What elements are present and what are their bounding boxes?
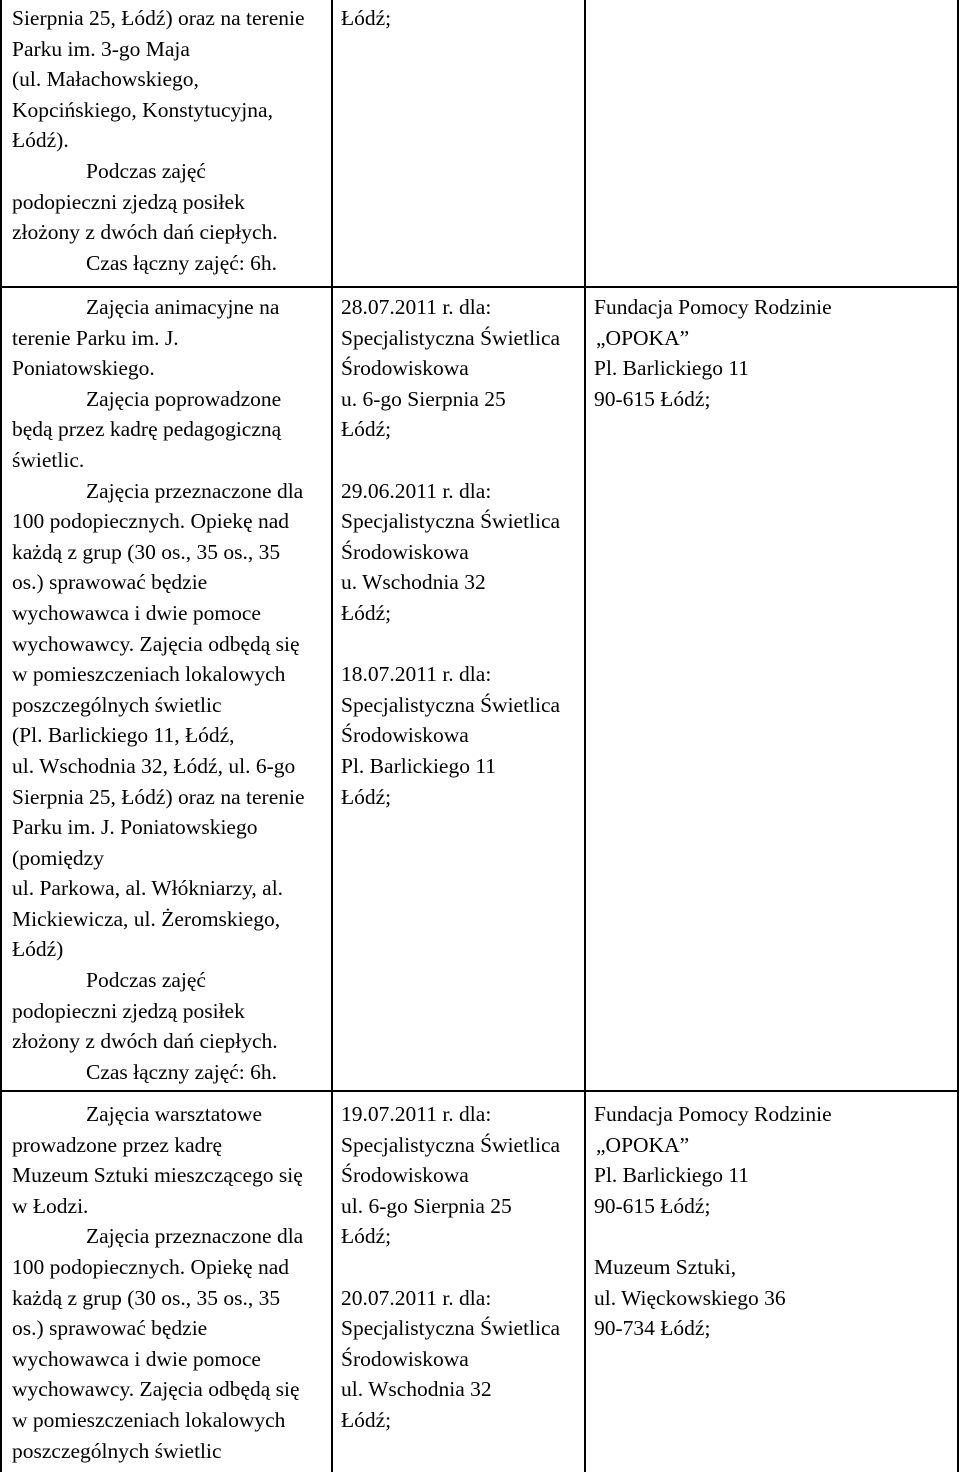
text-line: Zajęcia warsztatowe: [86, 1102, 263, 1126]
text-line: Pl. Barlickiego 11: [594, 1163, 750, 1188]
row2-description: [12, 292, 332, 1087]
text-line: Podczas zajęć: [86, 158, 206, 183]
text-line: poszczególnych świetlic: [12, 1438, 222, 1463]
text-line: wychowawca i dwie pomoce: [12, 600, 261, 625]
text-line: Specjalistyczna Świetlica: [341, 325, 561, 350]
text-line: Zajęcia przeznaczone dla: [86, 1224, 304, 1249]
text-line: Mickiewicza, ul. Żeromskiego,: [12, 906, 281, 931]
row2-dates: [341, 292, 586, 812]
text-line: Parku im. 3-go Maja: [12, 36, 190, 61]
text-line: Środowiskowa: [341, 1346, 469, 1371]
text-line: Zajęcia animacyjne na: [86, 295, 280, 319]
text-line: w pomieszczeniach lokalowych: [12, 662, 286, 687]
spacer: [341, 629, 586, 660]
spacer: [341, 445, 586, 476]
text-line: złożony z dwóch dań ciepłych.: [12, 1029, 278, 1054]
spacer: [341, 1252, 586, 1283]
text-line: Fundacja Pomocy Rodzinie: [594, 295, 832, 319]
text-line: 29.06.2011 r. dla:: [341, 478, 492, 503]
text-line: podopieczni zjedzą posiłek: [12, 189, 245, 214]
text-line: 18.07.2011 r. dla:: [341, 662, 492, 687]
text-line: w Łodzi.: [12, 1193, 89, 1218]
text-line: Czas łączny zajęć: 6h.: [86, 1059, 278, 1084]
text-line: terenie Parku im. J.: [12, 325, 179, 350]
text-line: każdą z grup (30 os., 35 os., 35: [12, 539, 281, 564]
text-line: (ul. Małachowskiego,: [12, 67, 199, 92]
text-line: Parku im. J. Poniatowskiego: [12, 815, 258, 840]
text-line: podopieczni zjedzą posiłek: [12, 998, 245, 1023]
text-line: 20.07.2011 r. dla:: [341, 1285, 492, 1310]
text-line: ul. Wschodnia 32: [341, 1377, 492, 1402]
text-line: Łódź;: [341, 1224, 392, 1249]
text-line: wychowawcy. Zajęcia odbędą się: [12, 631, 300, 656]
text-line: Zajęcia przeznaczone dla: [86, 478, 304, 503]
text-line: prowadzone przez kadrę: [12, 1132, 223, 1157]
text-line: 19.07.2011 r. dla:: [341, 1102, 492, 1126]
text-line: Sierpnia 25, Łódź) oraz na terenie: [12, 6, 305, 30]
row1-dates: [341, 3, 586, 34]
text-line: Podczas zajęć: [86, 968, 206, 993]
text-line: ul. Więckowskiego 36: [594, 1285, 786, 1310]
text-line: (pomiędzy: [12, 845, 104, 870]
text-line: Pl. Barlickiego 11: [341, 753, 497, 778]
text-line: Łódź;: [341, 1407, 392, 1432]
text-line: poszczególnych świetlic: [12, 692, 222, 717]
text-line: w pomieszczeniach lokalowych: [12, 1407, 286, 1432]
text-line: Muzeum Sztuki,: [594, 1254, 737, 1279]
text-line: Łódź;: [341, 417, 392, 442]
text-line: Specjalistyczna Świetlica: [341, 692, 561, 717]
text-line: Łódź;: [341, 784, 392, 809]
text-line: Łódź;: [341, 6, 392, 30]
table-border-right: [957, 0, 959, 1472]
text-line: Łódź).: [12, 128, 69, 153]
text-line: świetlic.: [12, 447, 85, 472]
text-line: ul. 6-go Sierpnia 25: [341, 1193, 512, 1218]
text-line: Środowiskowa: [341, 1163, 469, 1188]
row3-organizer: [594, 1099, 954, 1344]
text-line: 90-615 Łódź;: [594, 1193, 711, 1218]
text-line: każdą z grup (30 os., 35 os., 35: [12, 1285, 281, 1310]
text-line: Łódź): [12, 937, 64, 962]
spacer: [594, 1221, 954, 1252]
text-line: 100 podopiecznych. Opiekę nad: [12, 509, 290, 534]
text-line: wychowawcy. Zajęcia odbędą się: [12, 1377, 300, 1402]
text-line: Specjalistyczna Świetlica: [341, 509, 561, 534]
row2-organizer: [594, 292, 954, 414]
row-separator-1: [0, 286, 959, 288]
text-line: wychowawca i dwie pomoce: [12, 1346, 261, 1371]
text-line: Sierpnia 25, Łódź) oraz na terenie: [12, 784, 305, 809]
text-line: os.) sprawować będzie: [12, 1316, 208, 1341]
text-line: Zajęcia poprowadzone: [86, 386, 282, 411]
text-line: „OPOKA”: [596, 1132, 690, 1157]
text-line: Środowiskowa: [341, 356, 469, 381]
text-line: os.) sprawować będzie: [12, 570, 208, 595]
text-line: będą przez kadrę pedagogiczną: [12, 417, 282, 442]
text-line: u. 6-go Sierpnia 25: [341, 386, 506, 411]
row1-description: [12, 3, 332, 278]
text-line: 28.07.2011 r. dla:: [341, 295, 492, 319]
text-line: Łódź;: [341, 600, 392, 625]
row-separator-2: [0, 1090, 959, 1092]
text-line: Środowiskowa: [341, 723, 469, 748]
text-line: u. Wschodnia 32: [341, 570, 486, 595]
table-border-left: [0, 0, 2, 1472]
text-line: Kopcińskiego, Konstytucyjna,: [12, 97, 273, 122]
text-line: „OPOKA”: [596, 325, 690, 350]
text-line: ul. Wschodnia 32, Łódź, ul. 6-go: [12, 753, 296, 778]
text-line: Specjalistyczna Świetlica: [341, 1132, 561, 1157]
text-line: Czas łączny zajęć: 6h.: [86, 250, 278, 275]
text-line: 90-734 Łódź;: [594, 1316, 711, 1341]
text-line: złożony z dwóch dań ciepłych.: [12, 220, 278, 245]
text-line: 100 podopiecznych. Opiekę nad: [12, 1254, 290, 1279]
text-line: 90-615 Łódź;: [594, 386, 711, 411]
text-line: Pl. Barlickiego 11: [594, 356, 750, 381]
text-line: Fundacja Pomocy Rodzinie: [594, 1102, 832, 1126]
row3-description: [12, 1099, 332, 1466]
text-line: ul. Parkowa, al. Włókniarzy, al.: [12, 876, 284, 901]
text-line: Muzeum Sztuki mieszczącego się: [12, 1163, 303, 1188]
row3-dates: [341, 1099, 586, 1436]
text-line: Środowiskowa: [341, 539, 469, 564]
text-line: Specjalistyczna Świetlica: [341, 1316, 561, 1341]
text-line: (Pl. Barlickiego 11, Łódź,: [12, 723, 235, 748]
text-line: Poniatowskiego.: [12, 356, 155, 381]
